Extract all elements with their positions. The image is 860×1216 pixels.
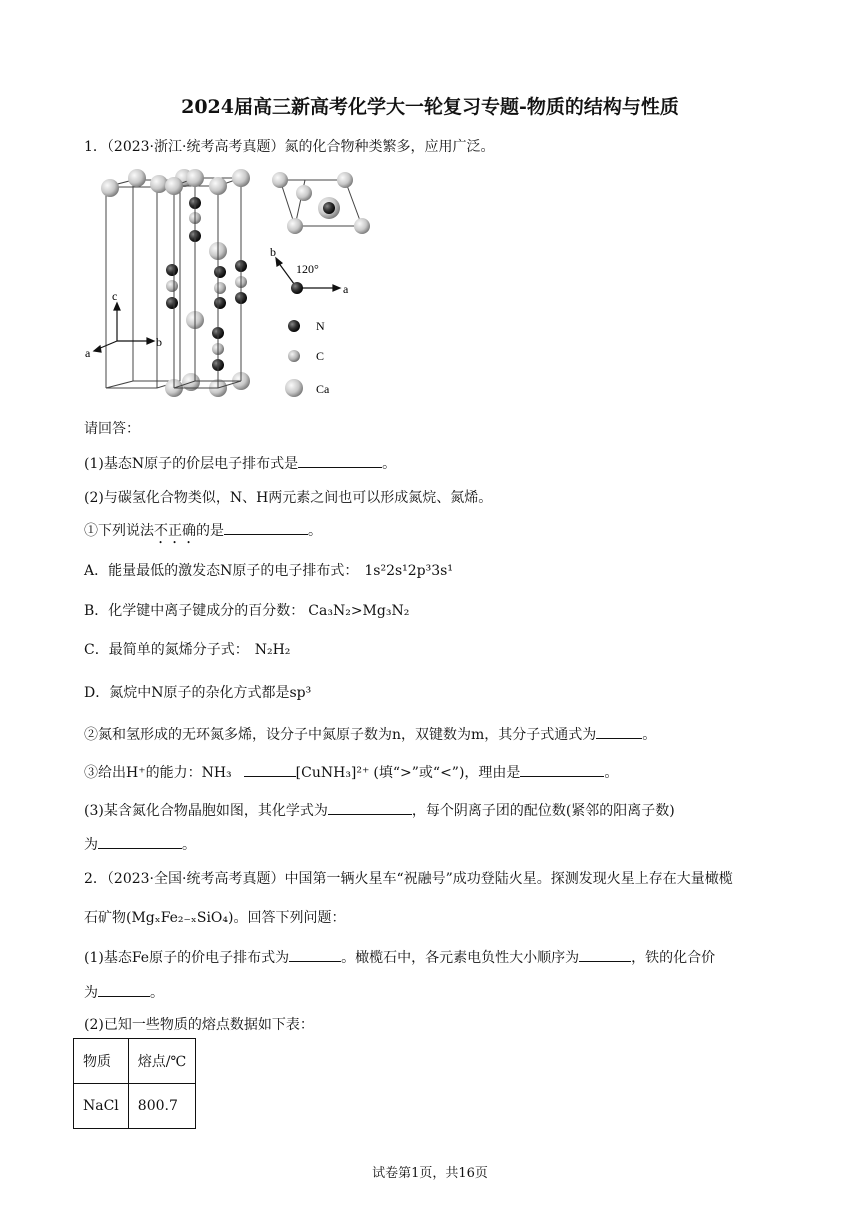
option-c-formula: N₂H₂ [254, 642, 291, 658]
question-number: 1． [84, 139, 107, 155]
answer-blank[interactable] [289, 947, 341, 962]
q1-part3-text-a: (3)某含氮化合物晶胞如图，其化学式为 [84, 803, 328, 819]
option-d[interactable]: D．氮烷中N原子的杂化方式都是sp³ [84, 685, 312, 701]
page-footer: 试卷第1页，共16页 [372, 1166, 488, 1181]
option-b-text: B．化学键中离子键成分的百分数： [84, 603, 305, 619]
melting-point-table [73, 1038, 196, 1129]
question-2-header [84, 868, 733, 888]
ca-atom [128, 169, 146, 187]
option-b-formula: Ca₃N₂>Mg₃N₂ [308, 603, 410, 619]
option-a-text: A．能量最低的激发态N原子的电子排布式： [84, 563, 359, 579]
n-atom [166, 264, 178, 276]
answer-blank[interactable] [98, 834, 182, 849]
c-atom [166, 280, 178, 292]
question-source: （2023·全国·统考高考真题） [106, 871, 285, 887]
legend-ca-swatch [285, 379, 303, 397]
legend-c-swatch [288, 350, 300, 362]
q1-part3-cont [84, 834, 196, 854]
legend-ca-label: Ca [316, 382, 330, 396]
q1-part2-2 [84, 724, 656, 744]
atoms [101, 169, 250, 397]
q2-part2: (2)已知一些物质的熔点数据如下表： [84, 1017, 314, 1033]
q1-part2-1-post: 的是 [196, 523, 224, 539]
ca-atom [209, 177, 227, 195]
q1-part1 [84, 453, 396, 473]
question-1-header [84, 136, 494, 156]
answer-blank[interactable] [244, 762, 296, 777]
q1-part2-1 [84, 520, 322, 547]
table-header-row [74, 1039, 196, 1084]
period: 。 [182, 837, 196, 853]
answer-blank[interactable] [579, 947, 631, 962]
question-stem: 中国第一辆火星车“祝融号”成功登陆火星。探测发现火星上存在大量橄榄 [284, 871, 733, 887]
question-source: （2023·浙江·统考高考真题） [106, 139, 285, 155]
n-atom [214, 297, 226, 309]
legend [285, 319, 330, 397]
q2-part1-text-d: 为 [84, 985, 98, 1001]
axis-a-label: a [85, 346, 91, 360]
answer-blank[interactable] [520, 762, 604, 777]
complex-formula: [CuNH₃]²⁺ [295, 765, 370, 781]
table-row [74, 1084, 196, 1129]
q2-stem-b: 石矿物( [84, 910, 132, 926]
q1-part2-3-pre: ③给出H⁺的能力：NH₃ [84, 765, 232, 781]
option-a[interactable] [84, 560, 453, 580]
axis-c-label: c [112, 289, 118, 303]
legend-c-label: C [316, 349, 325, 363]
top-view [272, 172, 370, 234]
n-atom [214, 266, 226, 278]
answer-blank[interactable] [328, 800, 412, 815]
axis-b-label: b [156, 335, 162, 349]
option-c-text: C．最简单的氮烯分子式： [84, 642, 249, 658]
option-b[interactable] [84, 600, 409, 620]
q1-part3-text-c: 为 [84, 837, 98, 853]
table-cell: 800.7 [128, 1084, 195, 1129]
period: 。 [642, 727, 657, 743]
table-header: 熔点/℃ [128, 1039, 195, 1084]
legend-n-swatch [288, 320, 300, 332]
answer-blank[interactable] [596, 724, 642, 739]
answer-blank[interactable] [224, 520, 308, 535]
crystal-cell-figure [80, 162, 380, 404]
table-header: 物质 [74, 1039, 129, 1084]
olivine-formula: MgₓFe₂₋ₓSiO₄ [131, 910, 229, 926]
q1-part2: (2)与碳氢化合物类似，N、H两元素之间也可以形成氮烷、氮烯。 [84, 490, 493, 506]
q2-part1-text-a: (1)基态Fe原子的价电子排布式为 [84, 950, 290, 966]
c-atom [214, 282, 226, 294]
axes-3d [94, 303, 154, 352]
q1-part2-3-post: (填“>”或“<”)，理由是 [373, 765, 521, 781]
ca-atom [165, 177, 183, 195]
q1-part3-text-b: ，每个阴离子团的配位数(紧邻的阳离子数) [411, 803, 675, 819]
period: 。 [150, 985, 164, 1001]
q1-part2-3 [84, 762, 618, 782]
q2-part1-text-b: 。橄榄石中，各元素电负性大小顺序为 [341, 950, 580, 966]
period: 。 [382, 456, 397, 472]
n-atom [166, 297, 178, 309]
prompt-text: 请回答： [84, 421, 140, 437]
question-stem: 氮的化合物种类繁多，应用广泛。 [284, 139, 495, 155]
q2-part1-cont [84, 982, 164, 1002]
axis-b2-label: b [270, 245, 276, 259]
q1-part3 [84, 800, 675, 820]
option-c[interactable] [84, 639, 290, 659]
question-2-stem-cont [84, 907, 346, 927]
q2-part1 [84, 947, 715, 967]
angle-label: 120° [296, 262, 319, 276]
ca-atom [232, 169, 250, 187]
cell-frame [174, 178, 241, 388]
ca-atom [186, 169, 204, 187]
q1-part2-1-pre: ①下列说法 [84, 523, 154, 539]
period: 。 [308, 523, 322, 539]
ca-atom [101, 179, 119, 197]
q1-part2-2-text: ②氮和氢形成的无环氮多烯，设分子中氮原子数为n，双键数为m，其分子式通式为 [84, 727, 597, 743]
answer-blank[interactable] [298, 453, 382, 468]
axis-a2-label: a [343, 282, 349, 296]
question-number: 2． [84, 871, 107, 887]
q2-part1-text-c: ，铁的化合价 [631, 950, 716, 966]
option-a-formula: 1s²2s¹2p³3s¹ [364, 563, 453, 579]
period: 。 [604, 765, 619, 781]
answer-blank[interactable] [98, 982, 150, 997]
legend-n-label: N [316, 319, 325, 333]
emphasis-not-correct: 不正确 [154, 523, 196, 539]
q2-stem-c: )。回答下列问题： [228, 910, 346, 926]
page-title: 2024届高三新高考化学大一轮复习专题-物质的结构与性质 [181, 96, 679, 118]
table-cell: NaCl [74, 1084, 129, 1129]
q1-part1-text: (1)基态N原子的价层电子排布式是 [84, 456, 299, 472]
